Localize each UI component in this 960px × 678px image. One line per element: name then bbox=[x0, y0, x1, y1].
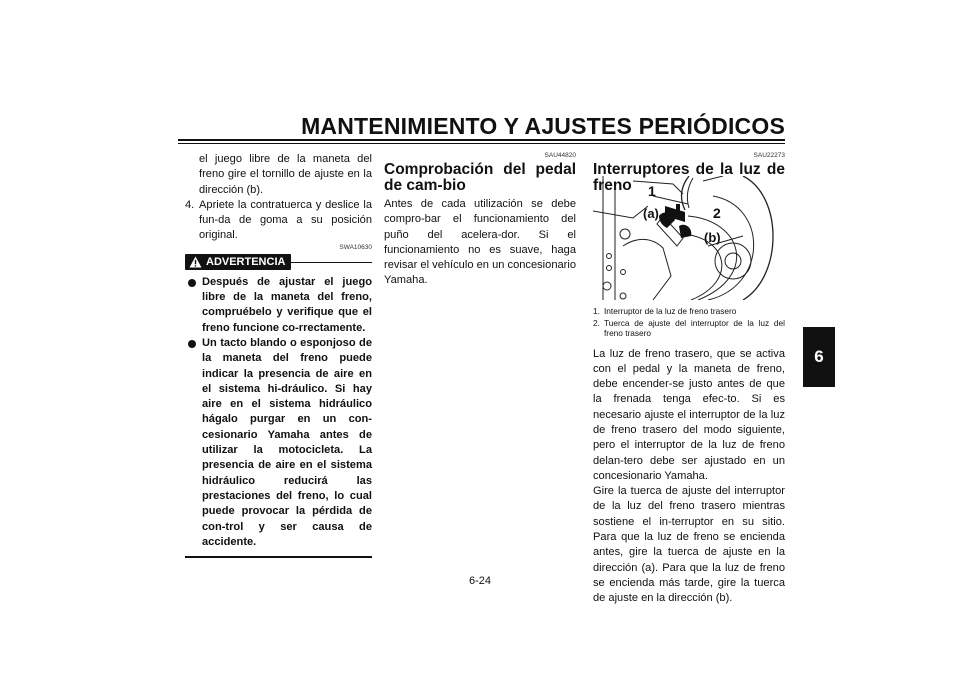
warning-code: SWA10630 bbox=[339, 243, 372, 251]
section-body: Antes de cada utilización se debe compro-bar el funcionamiento del puño del acelera-dor. Si el funcionamiento no es suave, haga revisar el vehículo en un concesionario Yamaha. bbox=[384, 198, 576, 287]
label-b: (b) bbox=[704, 230, 721, 245]
header-rule bbox=[178, 139, 785, 141]
section-heading: Interruptores de la luz de freno bbox=[593, 161, 785, 194]
warning-triangle-icon bbox=[189, 256, 202, 268]
warning-label: ADVERTENCIA bbox=[206, 256, 286, 269]
section-heading: Comprobación del pedal de cam-bio bbox=[384, 161, 576, 194]
header-rule-thin bbox=[178, 143, 785, 144]
step-text: Apriete la contratuerca y deslice la fun-da de goma a su posición original. bbox=[199, 198, 372, 242]
label-a: (a) bbox=[643, 206, 659, 221]
label-2: 2 bbox=[713, 205, 721, 221]
warning-bullet-text: Un tacto blando o esponjoso de la maneta del freno puede indicar la presencia de aire en el sistema hi-dráulico. Si hay aire en el sistema hidráulico hágalo purgar en un con-cesionario Yamaha antes de utilizar la motocicleta. La presencia de aire en el sistema hidráulico reducirá las prestaciones del freno, lo cual puede provocar la pérdida de con-trol y ser causa de accidente. bbox=[202, 336, 372, 548]
middle-column bbox=[384, 152, 576, 289]
figure-captions bbox=[593, 306, 785, 339]
page-number: 6-24 bbox=[468, 575, 492, 587]
caption-text: Interruptor de la luz de freno trasero bbox=[604, 306, 737, 316]
caption-number: 2. bbox=[593, 317, 600, 328]
warning-end-rule bbox=[185, 556, 372, 558]
brake-switch-figure bbox=[593, 176, 783, 300]
warning-label-box bbox=[185, 254, 291, 270]
warning-banner bbox=[185, 254, 372, 271]
page-title: MANTENIMIENTO Y AJUSTES PERIÓDICOS bbox=[301, 113, 785, 139]
warning-bullet bbox=[185, 336, 372, 550]
warning-bullet bbox=[185, 275, 372, 336]
right-column-lower bbox=[593, 306, 785, 607]
continued-text: el juego libre de la maneta del freno gire el tornillo de ajuste en la dirección (b). bbox=[199, 153, 372, 196]
caption-number: 1. bbox=[593, 306, 600, 316]
paragraph-1: La luz de freno trasero, que se activa con el pedal y la maneta de freno, debe encender-se justo antes de que la frenada tenga efec-to. Si es necesario ajuste el interruptor de la luz de freno trasero del modo siguiente, pero el interruptor de la luz de freno delan-tero debe ser ajustado en un concesionario Yamaha. bbox=[593, 347, 785, 482]
step-4 bbox=[185, 198, 372, 244]
label-1: 1 bbox=[648, 183, 656, 199]
chapter-tab: 6 bbox=[803, 327, 835, 387]
bullet-dot bbox=[188, 279, 196, 287]
caption-text: Tuerca de ajuste del interruptor de la luz del freno trasero bbox=[604, 317, 785, 338]
brake-switch-illustration bbox=[593, 176, 783, 300]
section-code: SAU22273 bbox=[753, 152, 785, 159]
bullet-dot bbox=[188, 340, 196, 348]
section-code: SAU44820 bbox=[544, 152, 576, 159]
paragraph-2: Gire la tuerca de ajuste del interruptor de la luz del freno trasero mientras sostiene el in-terruptor en su sitio. Para que la luz de freno se encienda antes, gire la tuerca de ajuste en la dirección (a). Para que la luz de freno se encienda más tarde, gire la tuerca de ajuste en la dirección (b). bbox=[593, 485, 785, 605]
caption-item bbox=[593, 306, 785, 317]
warning-rule bbox=[291, 262, 372, 263]
warning-bullet-text: Después de ajustar el juego libre de la maneta del freno, compruébelo y verifique que el freno funcione co-rrectamente. bbox=[202, 275, 372, 334]
caption-item bbox=[593, 318, 785, 339]
step-number: 4. bbox=[185, 198, 195, 211]
left-column bbox=[185, 152, 372, 558]
